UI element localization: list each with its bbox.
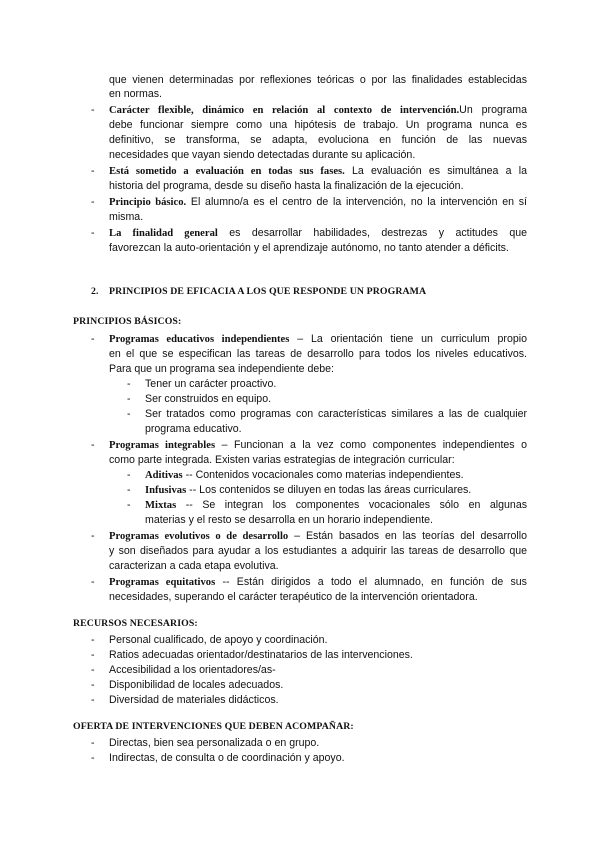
paragraph-line: y son diseñados para ayudar a los estudiantes a adquirir las tareas de desarrollo que	[109, 545, 527, 557]
bold-term: Programas evolutivos o de desarrollo	[109, 531, 289, 542]
bold-term: Está sometido a evaluación en todas sus fases.	[109, 166, 345, 177]
bold-term: Carácter flexible, dinámico en relación al contexto de intervención.	[109, 105, 460, 116]
list-bullet: -	[91, 649, 95, 661]
list-item: Ratios adecuadas orientador/destinatarios de las intervenciones.	[109, 649, 413, 661]
paragraph-line: programa educativo.	[145, 423, 242, 435]
paragraph-line: en normas.	[109, 88, 162, 100]
sub-bullet: -	[127, 408, 131, 420]
text-span: -- Se integran los componentes vocacionales sólo en algunas	[185, 499, 528, 511]
list-item	[109, 575, 527, 590]
sub-bullet: -	[127, 378, 131, 390]
subsection-heading: PRINCIPIOS BÁSICOS:	[73, 316, 182, 327]
subsection-heading: OFERTA DE INTERVENCIONES QUE DEBEN ACOMPAÑAR:	[73, 721, 354, 732]
sub-bullet: -	[127, 469, 131, 481]
subsection-heading: RECURSOS NECESARIOS:	[73, 618, 198, 629]
sub-bullet: -	[127, 484, 131, 496]
paragraph-line: necesidades, superando el carácter terapéutico de la intervención orientadora.	[109, 591, 478, 603]
paragraph-line: como parte integrada. Existen varias estrategias de integración curricular:	[109, 454, 455, 466]
sub-list-item	[145, 498, 527, 513]
list-bullet: -	[91, 576, 95, 588]
sub-list-item: Ser tratados como programas con características similares a las de cualquier	[145, 408, 527, 420]
list-bullet: -	[91, 104, 95, 116]
list-item	[109, 226, 527, 241]
text-span: -- Contenidos vocacionales como materias independientes.	[185, 469, 464, 481]
paragraph-line: en el que se especifican las tareas de desarrollo para todos los niveles educativos.	[109, 348, 527, 360]
list-bullet: -	[91, 530, 95, 542]
bold-term: Programas educativos independientes	[109, 334, 290, 345]
list-item	[109, 103, 527, 118]
text-span: La evaluación es simultánea a la	[352, 165, 527, 177]
text-span: – La orientación tiene un curriculum propio	[297, 333, 527, 345]
bold-term: Principio básico.	[109, 197, 187, 208]
bold-term: La finalidad general	[109, 228, 218, 239]
list-item	[109, 529, 527, 544]
list-item	[109, 438, 527, 453]
text-span: El alumno/a es el centro de la intervención, no la intervención en sí	[190, 196, 527, 208]
list-item: Indirectas, de consulta o de coordinación y apoyo.	[109, 752, 345, 764]
bold-term: Infusivas	[145, 485, 187, 496]
section-number: 2.	[91, 286, 99, 297]
list-bullet: -	[91, 439, 95, 451]
paragraph-line: debe funcionar siempre como una hipótesis de trabajo. Un programa nunca es	[109, 119, 527, 131]
paragraph-line: caracterizan a cada etapa evolutiva.	[109, 560, 279, 572]
list-item	[109, 164, 527, 179]
list-bullet: -	[91, 333, 95, 345]
sub-list-item: Tener un carácter proactivo.	[145, 378, 277, 390]
paragraph-line: Para que un programa sea independiente debe:	[109, 363, 334, 375]
list-bullet: -	[91, 664, 95, 676]
text-span: es desarrollar habilidades, destrezas y actitudes que	[229, 227, 527, 239]
section-title: PRINCIPIOS DE EFICACIA A LOS QUE RESPONDE UN PROGRAMA	[109, 286, 427, 297]
bold-term: Programas equitativos	[109, 577, 216, 588]
sub-bullet: -	[127, 499, 131, 511]
paragraph-line: que vienen determinadas por reflexiones teóricas o por las finalidades establecidas	[109, 74, 527, 86]
list-bullet: -	[91, 165, 95, 177]
list-item: Disponibilidad de locales adecuados.	[109, 679, 284, 691]
sub-list-item	[145, 483, 471, 498]
list-item: Personal cualificado, de apoyo y coordinación.	[109, 634, 328, 646]
list-item	[109, 195, 527, 210]
paragraph-line: historia del programa, desde su diseño hasta la finalización de la ejecución.	[109, 180, 464, 192]
list-item: Accesibilidad a los orientadores/as-	[109, 664, 276, 676]
list-item	[109, 332, 527, 347]
paragraph-line: necesidades que vayan siendo detectadas durante su aplicación.	[109, 149, 416, 161]
bold-term: Mixtas	[145, 500, 177, 511]
text-span: – Están basados en las teorías del desarrollo	[294, 530, 527, 542]
text-span: -- Los contenidos se diluyen en todas las áreas curriculares.	[189, 484, 472, 496]
paragraph-line: definitivo, se transforma, se adapta, evoluciona en función de las nuevas	[109, 134, 527, 146]
list-bullet: -	[91, 679, 95, 691]
list-bullet: -	[91, 634, 95, 646]
list-bullet: -	[91, 737, 95, 749]
list-bullet: -	[91, 227, 95, 239]
text-span: – Funcionan a la vez como componentes independientes o	[221, 439, 527, 451]
sub-bullet: -	[127, 393, 131, 405]
sub-list-item: Ser construidos en equipo.	[145, 393, 272, 405]
paragraph-line: favorezcan la auto-orientación y el aprendizaje autónomo, no tanto atender a déficits.	[109, 242, 509, 254]
text-span: Un programa	[459, 104, 528, 116]
list-bullet: -	[91, 752, 95, 764]
list-item: Diversidad de materiales didácticos.	[109, 694, 279, 706]
bold-term: Aditivas	[145, 470, 183, 481]
paragraph-line: misma.	[109, 211, 144, 223]
paragraph-line: materias y el resto se desarrolla en un horario independiente.	[145, 514, 433, 526]
list-bullet: -	[91, 694, 95, 706]
text-span: -- Están dirigidos a todo el alumnado, en función de sus	[222, 576, 527, 588]
bold-term: Programas integrables	[109, 440, 216, 451]
sub-list-item	[145, 468, 464, 483]
list-item: Directas, bien sea personalizada o en grupo.	[109, 737, 320, 749]
list-bullet: -	[91, 196, 95, 208]
